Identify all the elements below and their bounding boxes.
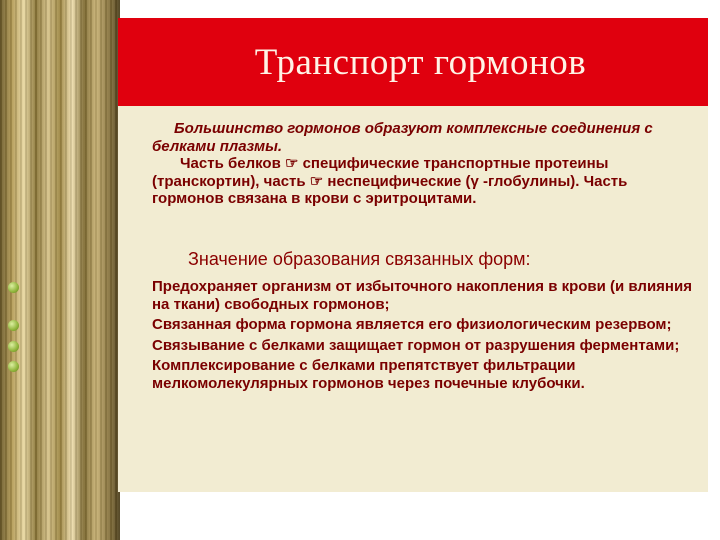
bullet-dot-icon xyxy=(8,282,19,293)
bullet-text: Предохраняет организм от избыточного накопления в крови (и влияния на ткани) свободных гормонов; xyxy=(152,278,692,313)
bullet-dot-icon xyxy=(8,320,19,331)
title-banner xyxy=(118,18,708,106)
intro-paragraph-1: Большинство гормонов образуют комплексные соединения с белками плазмы. xyxy=(152,120,653,155)
list-item xyxy=(0,337,702,355)
section-subheading: Значение образования связанных форм: xyxy=(188,249,531,269)
bullet-dot-icon xyxy=(8,361,19,372)
intro-paragraph-2: Часть белков ☞ специфические транспортные протеины (транскортин), часть ☞ неспецифические (γ -глобулины). Часть гормонов связана в крови с эритроцитами. xyxy=(152,155,628,207)
decorative-sidebar xyxy=(0,0,120,540)
bullet-list xyxy=(0,278,708,395)
bullet-text: Связывание с белками защищает гормон от разрушения ферментами; xyxy=(152,336,680,354)
bullet-text: Связанная форма гормона является его физиологическим резервом; xyxy=(152,316,672,333)
list-item xyxy=(0,357,702,392)
list-item xyxy=(0,316,702,334)
list-item xyxy=(0,278,702,313)
bullet-dot-icon xyxy=(8,341,19,352)
slide-title: Транспорт гормонов xyxy=(254,41,587,83)
bullet-text: Комплексирование с белками препятствует фильтрации мелкомолекулярных гормонов через почечные клубочки. xyxy=(152,357,585,392)
